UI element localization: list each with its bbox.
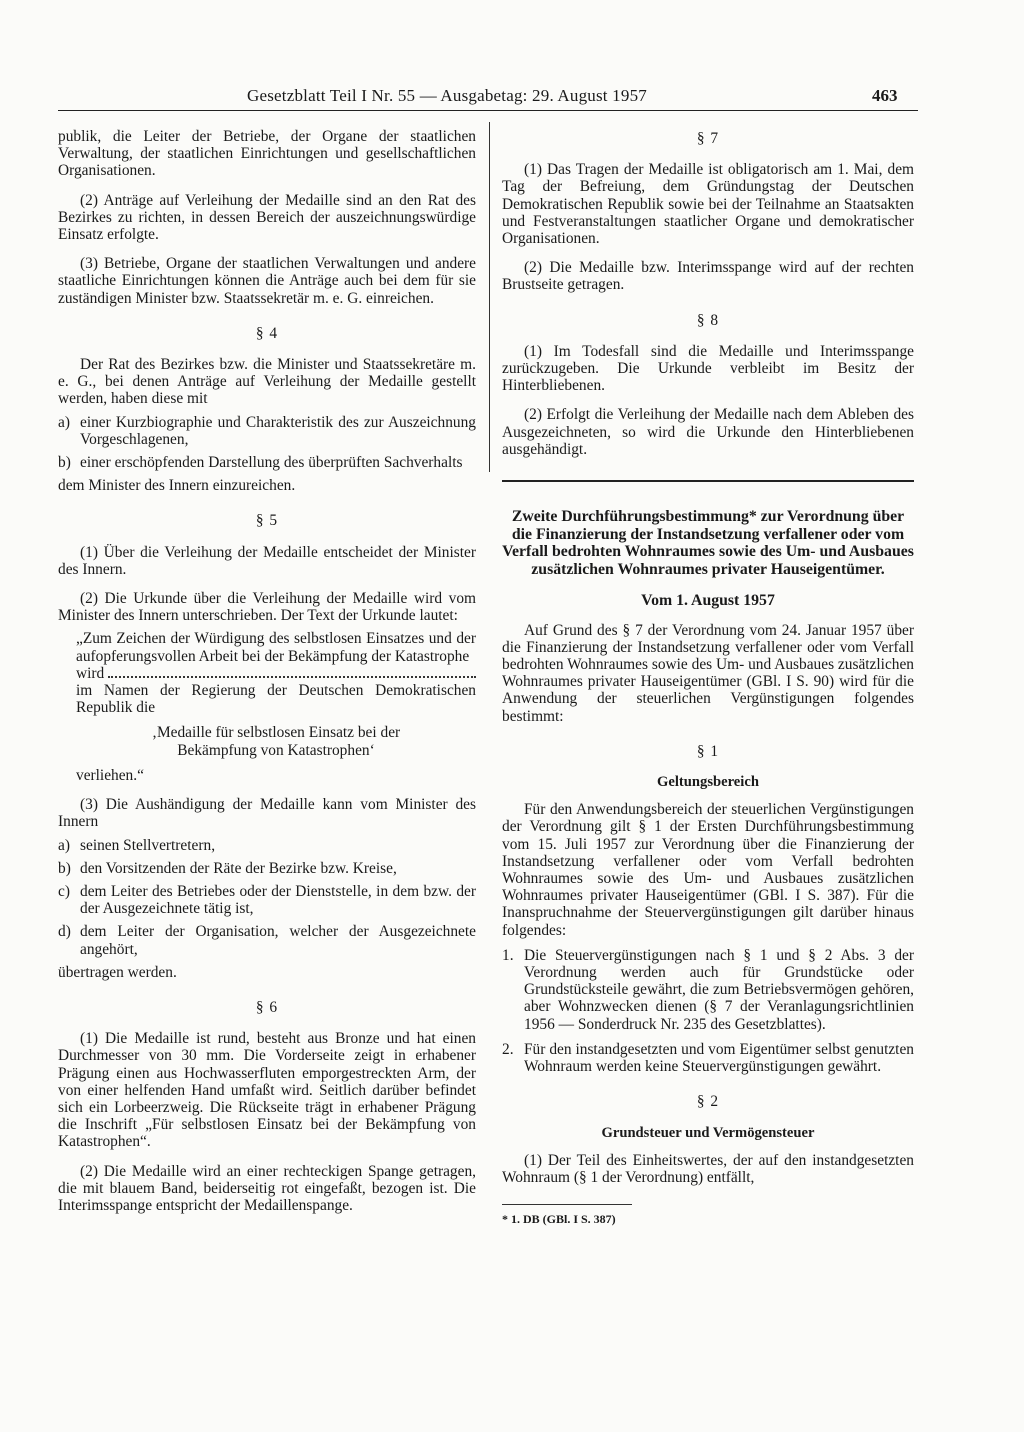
paragraph: (1) Die Medaille ist rund, besteht aus Bronze und hat einen Durchmesser von 30 mm. Die Vorderseite zeigt in erhabener Prägung einen aus Hochwasserfluten emporgestreckten Arm, der von einer helfenden Hand umfaßt wird. Seitlich darüber befindet sich ein Lorbeerzweig. Die Rückseite trägt in erhabener Prägung die Inschrift „Für selbstlosen Einsatz bei der Bekämpfung von Katastrophen“. bbox=[58, 1030, 476, 1151]
list-item: b) den Vorsitzenden der Räte der Bezirke bzw. Kreise, bbox=[58, 859, 397, 877]
paragraph: (2) Anträge auf Verleihung der Medaille sind an den Rat des Bezirkes zu richten, in dessen Bereich der auszeichnungswürdige Einsatz erfolgte. bbox=[58, 191, 476, 244]
footnote: * 1. DB (GBl. I S. 387) bbox=[502, 1212, 616, 1227]
list-item: a) seinen Stellvertretern, bbox=[58, 836, 216, 854]
list-item: c) dem Leiter des Betriebes oder der Dienststelle, in dem bzw. der der Ausgezeichnete tätig ist, bbox=[58, 882, 476, 918]
page-header bbox=[0, 86, 1024, 110]
section-heading-2: § 2 bbox=[696, 1093, 720, 1111]
footnote-rule bbox=[502, 1204, 632, 1205]
certificate-text bbox=[58, 630, 476, 784]
list-item: a) einer Kurzbiographie und Charakteristik des zur Auszeichnung Vorgeschlagenen, bbox=[58, 413, 476, 448]
section-heading-7: § 7 bbox=[696, 130, 720, 147]
quote-line: wird bbox=[76, 665, 476, 682]
section-heading-5: § 5 bbox=[255, 512, 279, 530]
paragraph: (3) Betriebe, Organe der staatlichen Verwaltungen und andere staatliche Einrichtungen können die Anträge auch bei dem für sie zuständigen Minister bzw. Staatssekretär m. e. G. einreichen. bbox=[58, 255, 476, 307]
section-heading-4: § 4 bbox=[255, 324, 279, 342]
paragraph: (1) Über die Verleihung der Medaille entscheidet der Minister des Innern. bbox=[58, 543, 476, 578]
section-heading-1: § 1 bbox=[696, 742, 720, 760]
paragraph: (2) Erfolgt die Verleihung der Medaille nach dem Ableben des Ausgezeichneten, so wird die Urkunde den Hinterbliebenen ausgehändigt. bbox=[502, 406, 914, 458]
list-item: b) einer erschöpfenden Darstellung des überprüften Sachverhalts bbox=[58, 454, 463, 472]
quote-line: „Zum Zeichen der Würdigung des selbstlosen Einsatzes und der aufopferungsvollen Arbeit bei der Bekämpfung der Katastrophe bbox=[76, 630, 476, 665]
list-item: 1. Die Steuervergünstigungen nach § 1 und § 2 Abs. 3 der Verordnung werden auch für Grundstücke oder Grundstücksteile gewährt, die zum Betriebsvermögen gehören, aber Wohnzwecken dienen (§ 7 der Veranlagungsrichtlinien 1956 — Sonderdruck Nr. 235 des Gesetzblattes). bbox=[502, 946, 914, 1033]
section-subheading: Grundsteuer und Vermögensteuer bbox=[601, 1124, 815, 1141]
section-subheading: Geltungsbereich bbox=[657, 774, 759, 791]
paragraph: Auf Grund des § 7 der Verordnung vom 24. Januar 1957 über die Finanzierung der Instandsetzung verfallener oder vom Verfall bedrohten Wohnraumes sowie des Um- und Ausbaues zusätzlichen Wohnraumes privater Hauseigentümer (GBl. I S. 90) wird für die Anwendung der steuerlichen Vergünstigungen folgendes bestimmt: bbox=[502, 621, 914, 725]
header-rule bbox=[58, 110, 918, 111]
quote-line: verliehen.“ bbox=[76, 766, 144, 784]
paragraph: (3) Die Aushändigung der Medaille kann vom Minister des Innern bbox=[58, 796, 476, 831]
section-heading-6: § 6 bbox=[255, 998, 279, 1016]
quote-line: im Namen der Regierung der Deutschen Demokratischen Republik die bbox=[76, 682, 476, 717]
paragraph: (2) Die Medaille bzw. Interimsspange wird auf der rechten Brustseite getragen. bbox=[502, 259, 914, 294]
paragraph: (2) Die Urkunde über die Verleihung der Medaille wird vom Minister des Innern unterschrieben. Der Text der Urkunde lautet: bbox=[58, 590, 476, 625]
paragraph: (1) Im Todesfall sind die Medaille und Interimsspange zurückzugeben. Die Urkunde verbleibt im Besitz der Hinterbliebenen. bbox=[502, 342, 914, 395]
dotted-fill bbox=[108, 665, 476, 678]
paragraph: (1) Das Tragen der Medaille ist obligatorisch am 1. Mai, dem Tag der Befreiung, dem Gründungstag der Deutschen Demokratischen Republik sowie bei der Teilnahme an Staatsakten und Festveranstaltungen staatlicher Organe und demokratischer Organisationen. bbox=[502, 161, 914, 248]
paragraph: übertragen werden. bbox=[58, 963, 177, 981]
paragraph: Für den Anwendungsbereich der steuerlichen Vergünstigungen der Verordnung gilt § 1 der Ersten Durchführungsbestimmung vom 15. Juli 1957 zur Verordnung über die Finanzierung der Instandsetzung verfallener oder vom Verfall bedrohten Wohnraumes sowie des Um- und Ausbaues zusätzlichen Wohnraumes privater Hauseigentümer (GBl. I S. 387). Für die Inanspruchnahme der Steuervergünstigungen gilt darüber hinaus folgendes: bbox=[502, 801, 914, 939]
ordinance-date: Vom 1. August 1957 bbox=[641, 592, 775, 610]
paragraph: Der Rat des Bezirkes bzw. die Minister und Staatssekretäre m. e. G., bei denen Anträge auf Verleihung der Medaille gestellt werden, haben diese mit bbox=[58, 356, 476, 408]
list-item: 2. Für den instandgesetzten und vom Eigentümer selbst genutzten Wohnraum werden keine Steuervergünstigungen gewährt. bbox=[502, 1040, 914, 1076]
medal-name: ‚Medaille für selbstlosen Einsatz bei der Bekämpfung von Katastrophen‘ bbox=[151, 724, 401, 759]
right-column bbox=[502, 128, 914, 1228]
ordinance-title: Zweite Durchführungsbestimmung* zur Verordnung über die Finanzierung der Instandsetzung verfallener oder vom Verfall bedrohten Wohnraumes sowie des Um- und Ausbaues zusätzlichen Wohnraumes privater Hauseigentümer. bbox=[502, 508, 914, 578]
paragraph: (2) Die Medaille wird an einer rechteckigen Spange getragen, die mit blauem Band, beiderseitig rot eingefaßt, bezogen ist. Die Interimsspange entspricht der Medaillenspange. bbox=[58, 1162, 476, 1214]
list-item: d) dem Leiter der Organisation, welcher der Ausgezeichnete angehört, bbox=[58, 923, 476, 958]
left-column bbox=[58, 128, 476, 1226]
paragraph: publik, die Leiter der Betriebe, der Organe der staatlichen Verwaltung, der staatlichen Einrichtungen und gesellschaftlichen Organisationen. bbox=[58, 128, 476, 180]
paragraph: (1) Der Teil des Einheitswertes, der auf den instandgesetzten Wohnraum (§ 1 der Verordnung) entfällt, bbox=[502, 1151, 914, 1186]
section-separator bbox=[502, 480, 914, 482]
page-number: 463 bbox=[872, 86, 898, 105]
paragraph: dem Minister des Innern einzureichen. bbox=[58, 477, 296, 495]
section-heading-8: § 8 bbox=[696, 311, 720, 329]
column-divider bbox=[489, 122, 490, 472]
header-title: Gesetzblatt Teil I Nr. 55 — Ausgabetag: 29. August 1957 bbox=[247, 86, 647, 105]
